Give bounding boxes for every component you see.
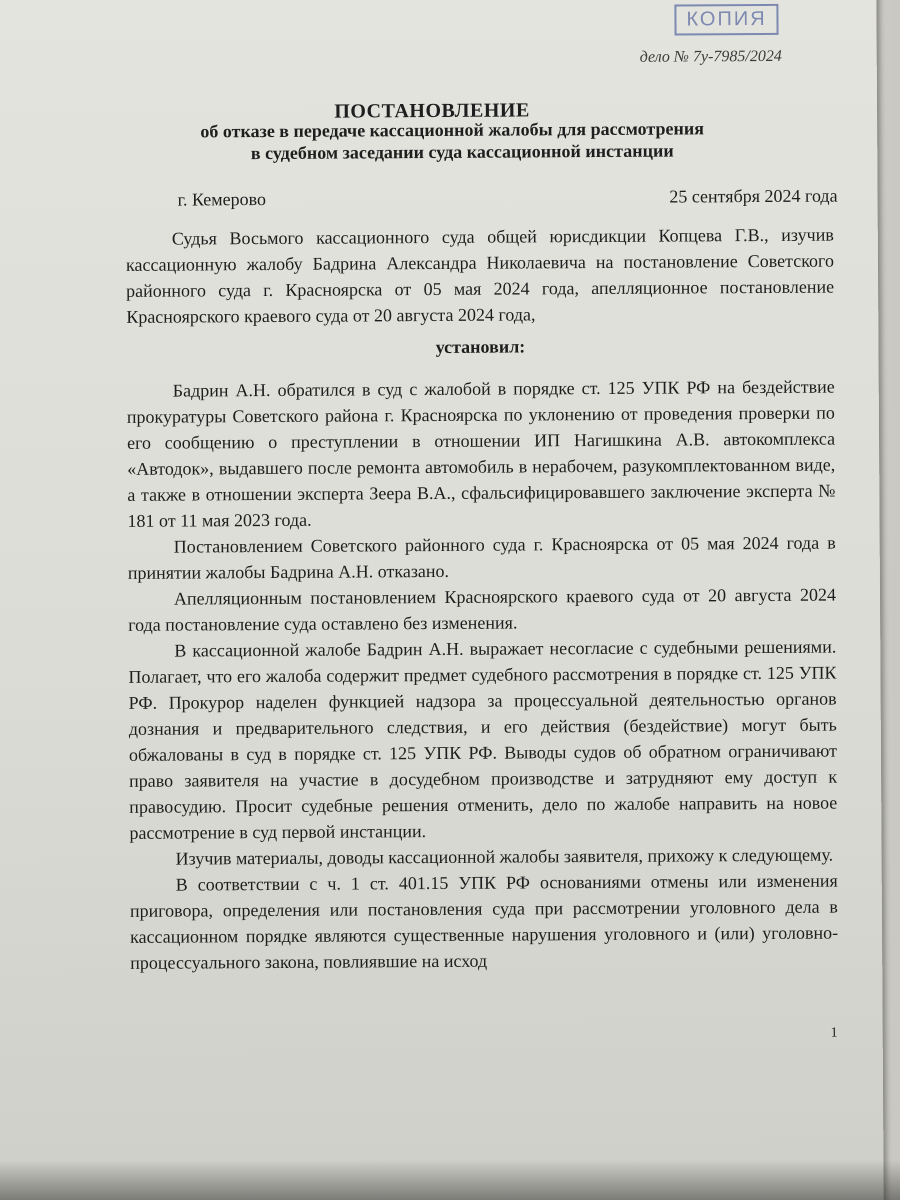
document-title: ПОСТАНОВЛЕНИЕ xyxy=(334,99,530,123)
paragraph-cassation-complaint: В кассационной жалобе Бадрин А.Н. выражает несогласие с судебными решениями. Полагает, что его жалоба содержит предмет судебного рассмотрения в порядке ст. 125 УПК РФ. Прокурор наделен функцией надзора за процессуальной деятельностью органов дознания и предварительного следствия, и его действия (бездействие) могут быть обжалованы в суд в порядке ст. 125 УПК РФ. Выводы судов об обратном ограничивают право заявителя на участие в досудебном производстве и затрудняют ему доступ к правосудию. Просит судебные решения отменить, дело по жалобе направить на новое рассмотрение в суд первой инстанции. xyxy=(128,636,838,843)
paragraph-legal-basis: В соответствии с ч. 1 ст. 401.15 УПК РФ основаниями отмены или изменения приговора, определения или постановления суда при рассмотрении уголовного дела в кассационном порядке являются существенные нарушения уголовного и (или) уголовно-процессуального закона, повлиявшие на исход xyxy=(129,870,839,973)
bottom-shadow xyxy=(0,1160,900,1200)
established-heading: установил: xyxy=(435,336,526,357)
paragraph-appeal: Апелляционным постановлением Красноярского краевого суда от 20 августа 2024 года постановление суда оставлено без изменения. xyxy=(128,584,837,635)
city: г. Кемерово xyxy=(177,189,267,210)
intro-paragraph: Судья Восьмого кассационного суда общей юрисдикции Копцева Г.В., изучив кассационную жалобу Бадрина Александра Николаевича на постановление Советского районного суда г. Красноярска от 05 мая 2024 года, апелляционное постановление Красноярского краевого суда от 20 августа 2024 года, xyxy=(125,224,835,327)
document-body xyxy=(126,222,839,976)
date: 25 сентября 2024 года xyxy=(669,185,838,207)
paragraph-complaint: Бадрин А.Н. обратился в суд с жалобой в порядке ст. 125 УПК РФ на бездействие прокуратуры Советского района г. Красноярска по уклонению от проведения проверки по его сообщению о преступлении в отношении ИП Нагишкина А.В. автокомплекса «Автодок», выдавшего после ремонта автомобиль в нерабочем, разукомплектованном виде, а также в отношении эксперта Зеера В.А., сфальсифицировавшего заключение эксперта № 181 от 11 мая 2023 года. xyxy=(126,376,836,531)
document-subtitle-line1: об отказе в передаче кассационной жалобы для рассмотрения xyxy=(200,118,704,142)
case-number: дело № 7у-7985/2024 xyxy=(639,47,782,66)
paragraph-district-court: Постановлением Советского районного суда г. Красноярска от 05 мая 2024 года в принятии жалобы Бадрина А.Н. отказано. xyxy=(127,532,836,583)
place-date-row xyxy=(178,186,838,211)
copy-stamp: КОПИЯ xyxy=(674,4,778,36)
paragraph-review: Изучив материалы, доводы кассационной жалобы заявителя, прихожу к следующему. xyxy=(175,844,834,869)
page-number: 1 xyxy=(830,1025,838,1041)
document-subtitle-line2: в судебном заседании суда кассационной инстанции xyxy=(250,140,674,164)
